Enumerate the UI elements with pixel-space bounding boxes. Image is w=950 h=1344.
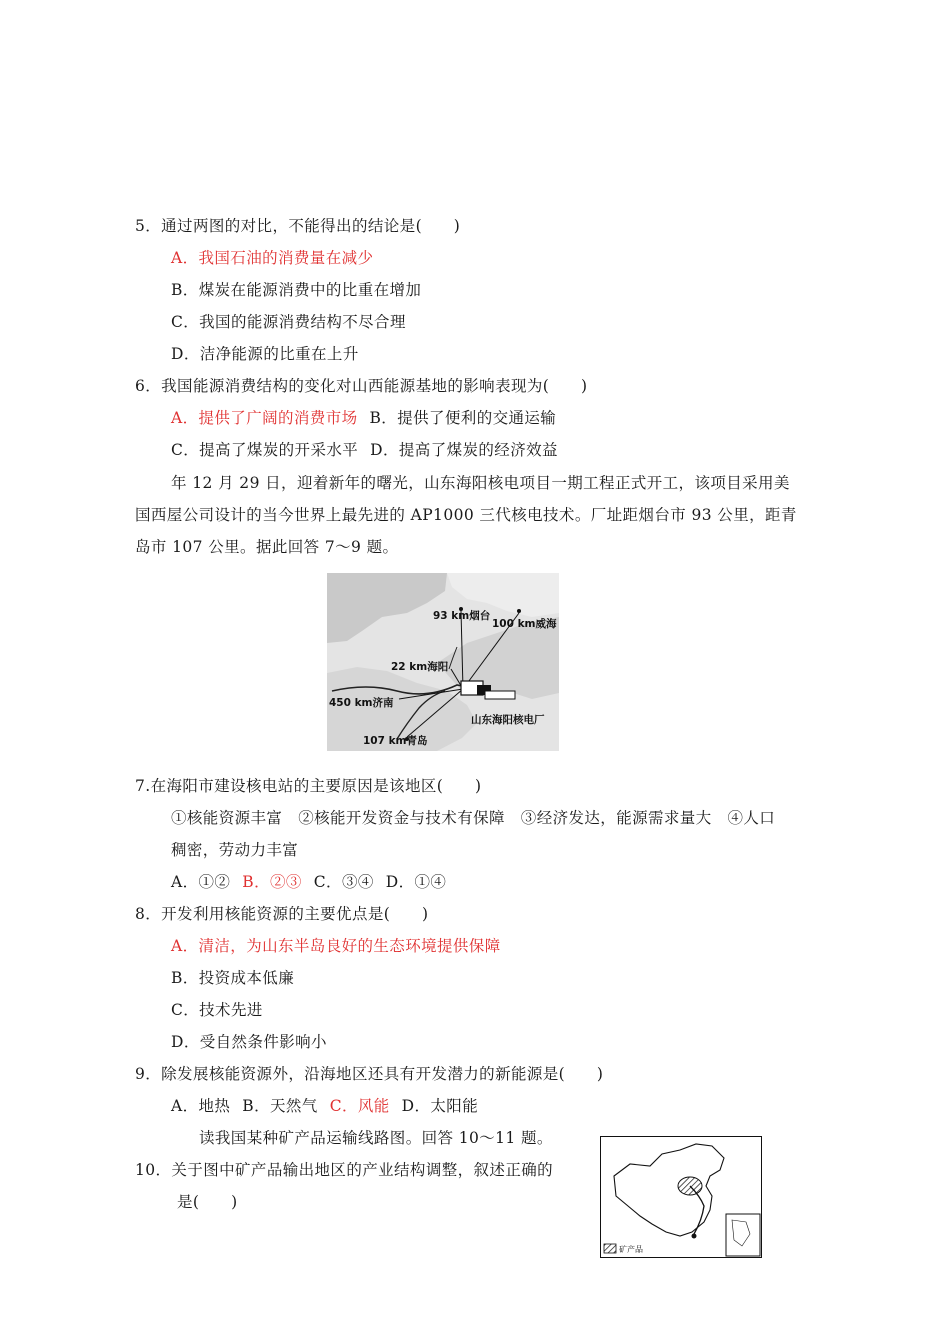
q5-option-c: C．我国的能源消费结构不尽合理 — [171, 313, 406, 331]
q6-option-d: D．提高了煤炭的经济效益 — [370, 441, 558, 459]
q7-stem: 7.在海阳市建设核电站的主要原因是该地区( ) — [135, 777, 482, 795]
q10-stem-line1: 10．关于图中矿产品输出地区的产业结构调整，叙述正确的 — [135, 1161, 554, 1179]
map-label-plant: 山东海阳核电厂 — [471, 714, 545, 726]
q8-stem: 8．开发利用核能资源的主要优点是( ) — [135, 905, 429, 923]
q9-option-a: A．地热 — [171, 1097, 231, 1115]
q9-option-b: B．天然气 — [242, 1097, 318, 1115]
q7-options — [171, 871, 446, 893]
q6-option-c: C．提高了煤炭的开采水平 — [171, 441, 359, 459]
map-label-weihai: 100 km威海 — [492, 618, 557, 630]
q8-option-a: A．清洁，为山东半岛良好的生态环境提供保障 — [171, 937, 501, 955]
q7-option-a: A．①② — [171, 873, 231, 891]
intro-q10-11: 读我国某种矿产品运输线路图。回答 10～11 题。 — [199, 1129, 553, 1147]
passage-line-3: 岛市 107 公里。据此回答 7～9 题。 — [135, 538, 399, 556]
q5-option-d: D．洁净能源的比重在上升 — [171, 345, 359, 363]
q6-options-row2 — [171, 439, 558, 461]
passage-line-2: 国西屋公司设计的当今世界上最先进的 AP1000 三代核电技术。厂址距烟台市 93 公里，距青 — [135, 506, 797, 524]
map-label-qingdao: 107 km青岛 — [363, 735, 428, 747]
q9-option-d: D．太阳能 — [401, 1097, 479, 1115]
china-mineral-map — [600, 1136, 762, 1258]
q5-stem: 5．通过两图的对比，不能得出的结论是( ) — [135, 217, 461, 235]
q7-statements-line2: 稠密，劳动力丰富 — [171, 841, 299, 859]
q8-option-d: D．受自然条件影响小 — [171, 1033, 327, 1051]
q9-option-c: C．风能 — [329, 1097, 390, 1115]
q6-options-row1 — [171, 407, 556, 429]
q5-option-a: A．我国石油的消费量在减少 — [171, 249, 374, 267]
map-label-jinan: 450 km济南 — [329, 697, 394, 709]
map-label-haiyang: 22 km海阳 — [391, 661, 449, 673]
q9-stem: 9．除发展核能资源外，沿海地区还具有开发潜力的新能源是( ) — [135, 1065, 604, 1083]
q6-option-b: B．提供了便利的交通运输 — [369, 409, 557, 427]
passage-line-1: 年 12 月 29 日，迎着新年的曙光，山东海阳核电项目一期工程正式开工，该项目采用美 — [171, 474, 790, 492]
map-label-yantai: 93 km烟台 — [433, 610, 491, 622]
q5-option-b: B．煤炭在能源消费中的比重在增加 — [171, 281, 422, 299]
q7-option-d: D．①④ — [385, 873, 447, 891]
q7-option-c: C．③④ — [313, 873, 374, 891]
haiyang-map — [327, 573, 559, 751]
q8-option-c: C．技术先进 — [171, 1001, 263, 1019]
q7-option-b: B．②③ — [242, 873, 302, 891]
q8-option-b: B．投资成本低廉 — [171, 969, 295, 987]
q6-stem: 6．我国能源消费结构的变化对山西能源基地的影响表现为( ) — [135, 377, 588, 395]
q7-statements-line1: ①核能资源丰富 ②核能开发资金与技术有保障 ③经济发达，能源需求量大 ④人口 — [171, 809, 776, 827]
q6-option-a: A．提供了广阔的消费市场 — [171, 409, 358, 427]
map2-legend-label: 矿产品 — [619, 1245, 643, 1254]
q9-options — [171, 1095, 478, 1117]
q10-stem-line2: 是( ) — [177, 1193, 238, 1211]
